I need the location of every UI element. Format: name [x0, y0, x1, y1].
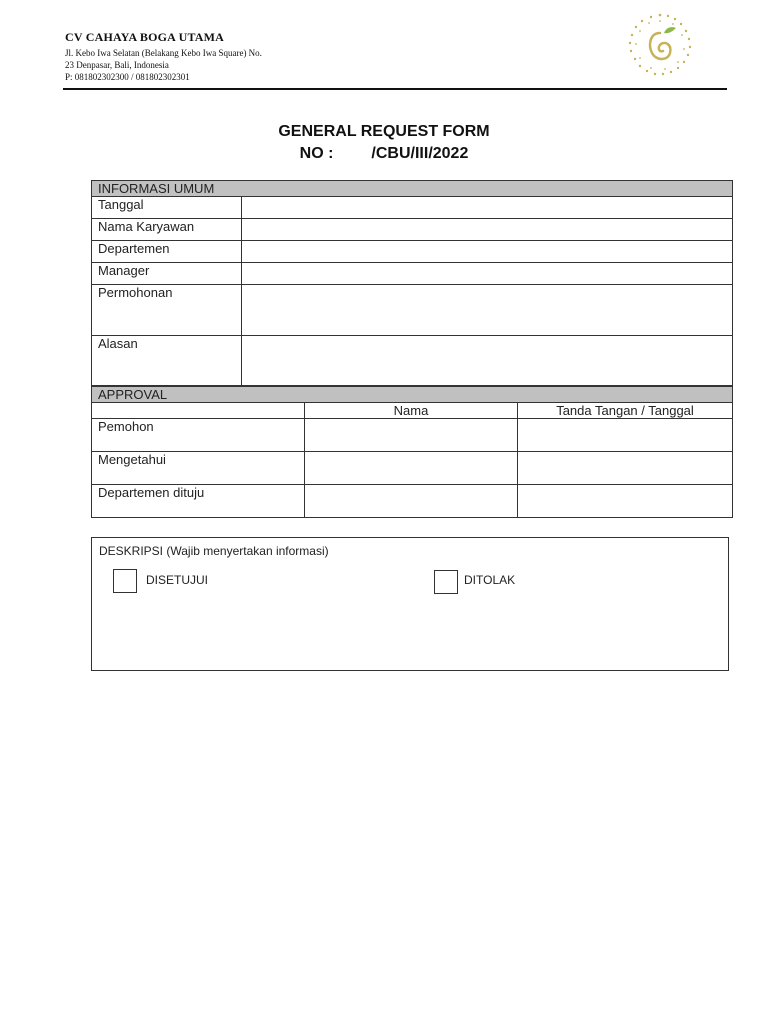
approval-blank-header [92, 403, 305, 419]
approval-table [91, 386, 733, 518]
disetujui-checkbox[interactable] [113, 569, 137, 593]
mengetahui-label: Mengetahui [92, 452, 305, 485]
header-divider [63, 88, 727, 90]
pemohon-nama-field[interactable] [305, 419, 518, 452]
deskripsi-box[interactable] [91, 537, 729, 671]
manager-label: Manager [92, 263, 242, 285]
manager-field[interactable] [242, 263, 733, 285]
departemen-dituju-nama-field[interactable] [305, 485, 518, 518]
deskripsi-label: DESKRIPSI (Wajib menyertakan informasi) [99, 544, 329, 558]
company-address-2: 23 Denpasar, Bali, Indonesia [65, 60, 169, 70]
nama-karyawan-label: Nama Karyawan [92, 219, 242, 241]
tanggal-field[interactable] [242, 197, 733, 219]
approval-col-nama: Nama [305, 403, 518, 419]
nama-karyawan-field[interactable] [242, 219, 733, 241]
departemen-dituju-ttd-field[interactable] [518, 485, 733, 518]
pemohon-label: Pemohon [92, 419, 305, 452]
tanggal-label: Tanggal [92, 197, 242, 219]
informasi-umum-header: INFORMASI UMUM [92, 181, 733, 197]
approval-header: APPROVAL [92, 387, 733, 403]
informasi-umum-table [91, 180, 733, 386]
alasan-field[interactable] [242, 336, 733, 386]
departemen-label: Departemen [92, 241, 242, 263]
mengetahui-ttd-field[interactable] [518, 452, 733, 485]
departemen-field[interactable] [242, 241, 733, 263]
ditolak-checkbox[interactable] [434, 570, 458, 594]
disetujui-label: DISETUJUI [146, 573, 209, 587]
form-number-suffix: /CBU/III/2022 [371, 145, 469, 162]
company-header [65, 30, 262, 83]
form-number-label: NO : [299, 145, 334, 162]
company-address-1: Jl. Kebo Iwa Selatan (Belakang Kebo Iwa Square) No. [65, 48, 262, 58]
mengetahui-nama-field[interactable] [305, 452, 518, 485]
permohonan-label: Permohonan [92, 285, 242, 336]
form-number [0, 145, 768, 163]
departemen-dituju-label: Departemen dituju [92, 485, 305, 518]
company-name: CV CAHAYA BOGA UTAMA [65, 30, 225, 44]
sun-fruit-logo-icon [626, 11, 694, 79]
permohonan-field[interactable] [242, 285, 733, 336]
approval-col-ttd: Tanda Tangan / Tanggal [518, 403, 733, 419]
form-title: GENERAL REQUEST FORM [278, 123, 490, 140]
company-phone: P: 081802302300 / 081802302301 [65, 72, 190, 82]
pemohon-ttd-field[interactable] [518, 419, 733, 452]
alasan-label: Alasan [92, 336, 242, 386]
ditolak-label: DITOLAK [464, 573, 516, 587]
